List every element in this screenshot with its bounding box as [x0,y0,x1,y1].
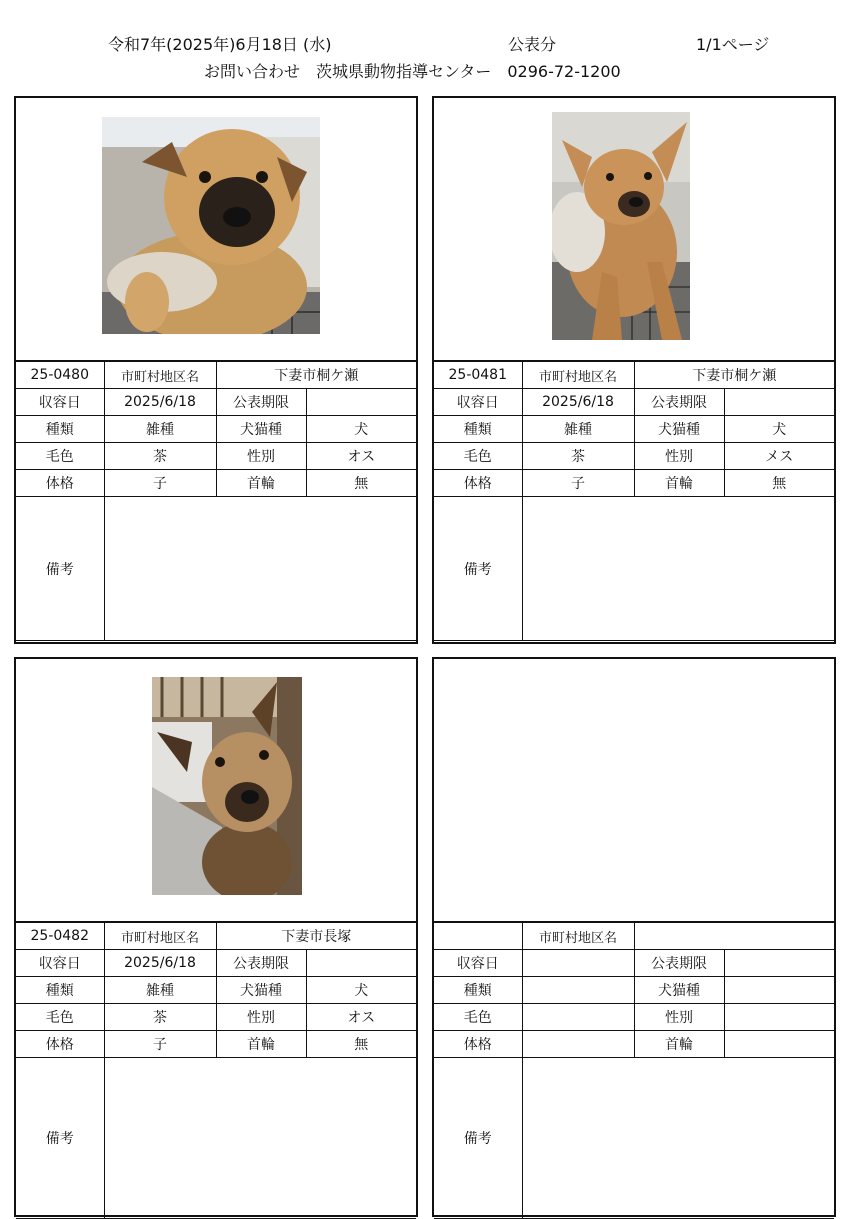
collar-label: 首輪 [216,1031,306,1058]
breed-type-label: 種類 [16,416,104,443]
deadline-value [724,389,834,416]
species-value [724,977,834,1004]
deadline-value [724,950,834,977]
breed-type-value: 雑種 [104,416,216,443]
size-value: 子 [104,1031,216,1058]
size-value: 子 [522,470,634,497]
animal-id: 25-0480 [16,362,104,389]
area-value [634,923,834,950]
intake-date-value [522,950,634,977]
sex-label: 性別 [216,1004,306,1031]
color-label: 毛色 [434,1004,522,1031]
animal-id: 25-0482 [16,923,104,950]
collar-label: 首輪 [634,470,724,497]
area-label: 市町村地区名 [522,362,634,389]
animal-info-table [434,923,834,1219]
species-label: 犬猫種 [216,416,306,443]
intake-date-value: 2025/6/18 [104,389,216,416]
deadline-label: 公表期限 [216,389,306,416]
color-value: 茶 [104,443,216,470]
breed-type-label: 種類 [16,977,104,1004]
collar-value: 無 [306,470,416,497]
species-label: 犬猫種 [634,977,724,1004]
area-label: 市町村地区名 [522,923,634,950]
size-value [522,1031,634,1058]
animal-id: 25-0481 [434,362,522,389]
dog-photo [552,112,690,340]
species-value: 犬 [724,416,834,443]
animal-card-4 [432,657,836,1217]
animal-info-table [16,362,416,641]
remarks-label: 備考 [434,1058,522,1219]
area-label: 市町村地区名 [104,923,216,950]
color-label: 毛色 [434,443,522,470]
collar-value: 無 [306,1031,416,1058]
remarks-label: 備考 [16,497,104,641]
breed-type-label: 種類 [434,977,522,1004]
intake-date-value: 2025/6/18 [104,950,216,977]
collar-label: 首輪 [634,1031,724,1058]
sex-value: メス [724,443,834,470]
color-value [522,1004,634,1031]
remarks-label: 備考 [16,1058,104,1219]
breed-type-value: 雑種 [522,416,634,443]
deadline-label: 公表期限 [216,950,306,977]
sex-value: オス [306,443,416,470]
breed-type-label: 種類 [434,416,522,443]
color-label: 毛色 [16,443,104,470]
animal-id [434,923,522,950]
species-label: 犬猫種 [216,977,306,1004]
sex-label: 性別 [216,443,306,470]
collar-value [724,1031,834,1058]
size-label: 体格 [434,470,522,497]
contact-info: お問い合わせ 茨城県動物指導センター 0296-72-1200 [204,62,621,81]
deadline-label: 公表期限 [634,389,724,416]
intake-date-label: 収容日 [434,950,522,977]
area-value: 下妻市長塚 [216,923,416,950]
photo-area-empty [434,659,834,923]
area-value: 下妻市桐ケ瀬 [216,362,416,389]
species-value: 犬 [306,416,416,443]
deadline-value [306,389,416,416]
remarks-value [522,497,834,641]
photo-area [16,98,416,362]
intake-date-label: 収容日 [16,950,104,977]
intake-date-label: 収容日 [434,389,522,416]
animal-info-table [434,362,834,641]
photo-area [434,98,834,362]
intake-date-value: 2025/6/18 [522,389,634,416]
publication-label: 公表分 [508,35,557,54]
remarks-value [522,1058,834,1219]
remarks-value [104,497,416,641]
area-label: 市町村地区名 [104,362,216,389]
color-value: 茶 [104,1004,216,1031]
breed-type-value [522,977,634,1004]
photo-area [16,659,416,923]
species-label: 犬猫種 [634,416,724,443]
size-value: 子 [104,470,216,497]
size-label: 体格 [16,470,104,497]
animal-info-table [16,923,416,1219]
species-value: 犬 [306,977,416,1004]
sex-label: 性別 [634,1004,724,1031]
remarks-value [104,1058,416,1219]
deadline-label: 公表期限 [634,950,724,977]
animal-card-3 [14,657,418,1217]
size-label: 体格 [16,1031,104,1058]
animal-card-1 [14,96,418,644]
animal-card-2 [432,96,836,644]
area-value: 下妻市桐ケ瀬 [634,362,834,389]
deadline-value [306,950,416,977]
sex-value [724,1004,834,1031]
color-label: 毛色 [16,1004,104,1031]
color-value: 茶 [522,443,634,470]
collar-value: 無 [724,470,834,497]
dog-photo [152,677,302,895]
intake-date-label: 収容日 [16,389,104,416]
dog-photo [102,117,320,334]
remarks-label: 備考 [434,497,522,641]
sex-value: オス [306,1004,416,1031]
page-indicator: 1/1ページ [696,35,770,54]
breed-type-value: 雑種 [104,977,216,1004]
size-label: 体格 [434,1031,522,1058]
report-date: 令和7年(2025年)6月18日 (水) [108,35,332,54]
sex-label: 性別 [634,443,724,470]
collar-label: 首輪 [216,470,306,497]
